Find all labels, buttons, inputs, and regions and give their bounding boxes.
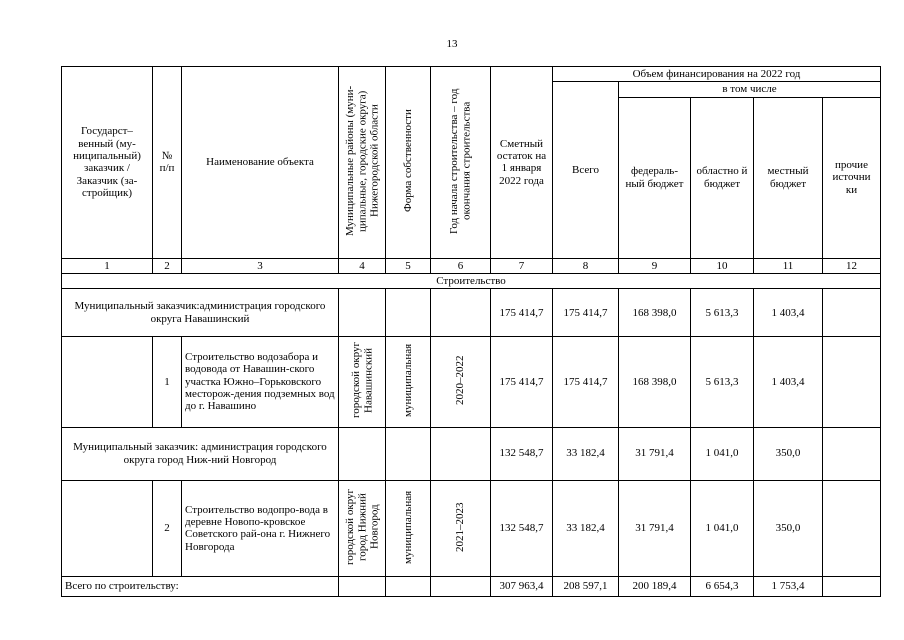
column-number: 6 xyxy=(431,258,491,273)
header-years: Год начала строительства – год окончания строительства xyxy=(431,67,491,259)
header-other: прочие источни ки xyxy=(823,97,881,258)
group-local: 1 403,4 xyxy=(754,289,823,337)
item-name: Строительство водозабора и водовода от Навашин-ского участка Южно–Горьковского месторож-дения подземных вод до г. Навашино xyxy=(182,337,339,427)
item-local: 350,0 xyxy=(754,480,823,576)
column-number: 7 xyxy=(491,258,553,273)
group-estimated-balance: 175 414,7 xyxy=(491,289,553,337)
financing-table xyxy=(61,66,881,597)
group-local: 350,0 xyxy=(754,427,823,480)
item-total: 175 414,7 xyxy=(553,337,619,427)
column-number: 9 xyxy=(619,258,691,273)
item-total: 33 182,4 xyxy=(553,480,619,576)
table-row xyxy=(62,480,881,576)
empty-cell xyxy=(431,576,491,596)
item-district: городской округ Навашинский xyxy=(339,337,386,427)
column-number: 4 xyxy=(339,258,386,273)
header-districts: Муниципальные районы (муни-ципальные, городские округа) Нижегородской области xyxy=(339,67,386,259)
column-number: 5 xyxy=(386,258,431,273)
group-total: 33 182,4 xyxy=(553,427,619,480)
grand-total-regional: 6 654,3 xyxy=(691,576,754,596)
grand-total-label: Всего по строительству: xyxy=(62,576,339,596)
group-total: 175 414,7 xyxy=(553,289,619,337)
header-total: Всего xyxy=(553,82,619,258)
item-num: 1 xyxy=(153,337,182,427)
item-other xyxy=(823,337,881,427)
empty-cell xyxy=(339,576,386,596)
empty-cell xyxy=(431,427,491,480)
header-object-name: Наименование объекта xyxy=(182,67,339,259)
header-ownership: Форма собственности xyxy=(386,67,431,259)
column-numbers-row xyxy=(62,258,881,273)
empty-cell xyxy=(339,289,386,337)
empty-cell xyxy=(339,427,386,480)
group-other xyxy=(823,289,881,337)
header-federal: федераль-ный бюджет xyxy=(619,97,691,258)
header-regional: областно й бюджет xyxy=(691,97,754,258)
empty-cell xyxy=(386,576,431,596)
item-federal: 31 791,4 xyxy=(619,480,691,576)
item-name: Строительство водопро-вода в деревне Новопо-кровское Советского рай-она г. Нижнего Новгорода xyxy=(182,480,339,576)
group-customer: Муниципальный заказчик: администрация городского округа город Ниж-ний Новгород xyxy=(62,427,339,480)
item-ownership: муниципальная xyxy=(386,337,431,427)
item-years: 2021–2023 xyxy=(431,480,491,576)
group-federal: 168 398,0 xyxy=(619,289,691,337)
item-num: 2 xyxy=(153,480,182,576)
group-estimated-balance: 132 548,7 xyxy=(491,427,553,480)
group-row xyxy=(62,289,881,337)
header-num: № п/п xyxy=(153,67,182,259)
item-regional: 1 041,0 xyxy=(691,480,754,576)
column-number: 12 xyxy=(823,258,881,273)
header-customer: Государст–венный (му-ниципальный) заказчик / Заказчик (за-стройщик) xyxy=(62,67,153,259)
item-estimated-balance: 132 548,7 xyxy=(491,480,553,576)
column-number: 3 xyxy=(182,258,339,273)
header-local: местный бюджет xyxy=(754,97,823,258)
group-federal: 31 791,4 xyxy=(619,427,691,480)
group-row xyxy=(62,427,881,480)
header-funding-group: Объем финансирования на 2022 год xyxy=(553,67,881,82)
group-other xyxy=(823,427,881,480)
empty-cell xyxy=(62,337,153,427)
table-row xyxy=(62,337,881,427)
group-regional: 1 041,0 xyxy=(691,427,754,480)
group-customer: Муниципальный заказчик:администрация городского округа Навашинский xyxy=(62,289,339,337)
item-ownership: муниципальная xyxy=(386,480,431,576)
grand-total-row xyxy=(62,576,881,596)
item-local: 1 403,4 xyxy=(754,337,823,427)
page-number: 13 xyxy=(446,38,458,50)
item-other xyxy=(823,480,881,576)
empty-cell xyxy=(62,480,153,576)
item-district: городской округ город Нижний Новгород xyxy=(339,480,386,576)
empty-cell xyxy=(431,289,491,337)
item-estimated-balance: 175 414,7 xyxy=(491,337,553,427)
grand-total-estimated-balance: 307 963,4 xyxy=(491,576,553,596)
item-regional: 5 613,3 xyxy=(691,337,754,427)
header-estimated-balance: Сметный остаток на 1 января 2022 года xyxy=(491,67,553,259)
item-years: 2020–2022 xyxy=(431,337,491,427)
item-federal: 168 398,0 xyxy=(619,337,691,427)
grand-total-local: 1 753,4 xyxy=(754,576,823,596)
empty-cell xyxy=(386,289,431,337)
column-number: 10 xyxy=(691,258,754,273)
empty-cell xyxy=(386,427,431,480)
column-number: 2 xyxy=(153,258,182,273)
section-title: Строительство xyxy=(62,273,881,288)
grand-total-total: 208 597,1 xyxy=(553,576,619,596)
column-number: 8 xyxy=(553,258,619,273)
column-number: 11 xyxy=(754,258,823,273)
grand-total-other xyxy=(823,576,881,596)
group-regional: 5 613,3 xyxy=(691,289,754,337)
grand-total-federal: 200 189,4 xyxy=(619,576,691,596)
header-including: в том числе xyxy=(619,82,881,97)
column-number: 1 xyxy=(62,258,153,273)
